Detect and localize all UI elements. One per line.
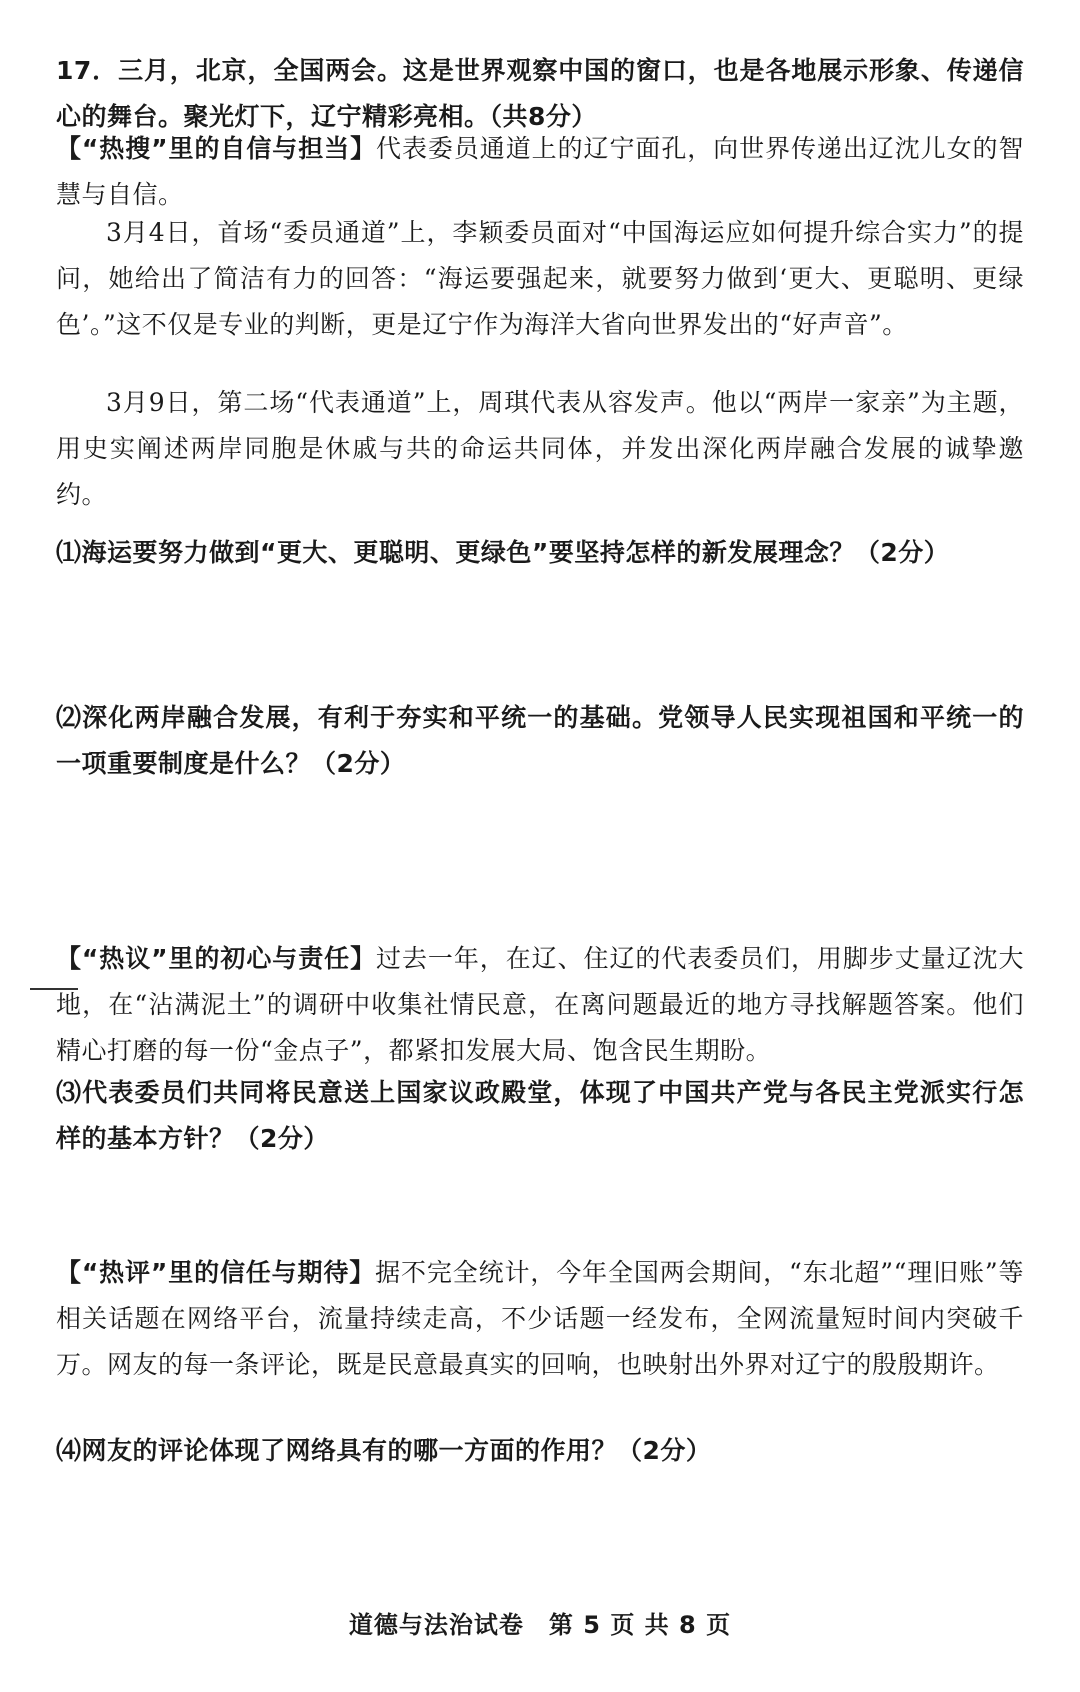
sub-question-2: ⑵深化两岸融合发展，有利于夯实和平统一的基础。党领导人民实现祖国和平统一的一项重要制度是什么？（2分）: [56, 703, 1024, 778]
section-2-heading: 【“热议”里的初心与责任】: [56, 944, 377, 973]
section-2-body: 过去一年，在辽、住辽的代表委员们，用脚步丈量辽沈大地，在“沾满泥土”的调研中收集社情民意，在离问题最近的地方寻找解题答案。他们精心打磨的每一份“金点子”，都紧扣发展大局、饱含民生期盼。: [56, 944, 1024, 1065]
section-3-heading: 【“热评”里的信任与期待】: [56, 1258, 376, 1287]
section-1-lead: 代表委员通道上的辽宁面孔，向世界传递出辽沈儿女的智慧与自信。: [56, 134, 1024, 209]
section-2-block: [56, 936, 1024, 1074]
question-17-intro: 17．三月，北京，全国两会。这是世界观察中国的窗口，也是各地展示形象、传递信心的舞台。聚光灯下，辽宁精彩亮相。（共8分）: [56, 56, 1024, 131]
section-3-block: [56, 1250, 1024, 1388]
section-3-body: 据不完全统计，今年全国两会期间，“东北超”“理旧账”等相关话题在网络平台，流量持续走高，不少话题一经发布，全网流量短时间内突破千万。网友的每一条评论，既是民意最真实的回响，也映射出外界对辽宁的殷殷期许。: [56, 1258, 1024, 1379]
sub-question-3: ⑶代表委员们共同将民意送上国家议政殿堂，体现了中国共产党与各民主党派实行怎样的基本方针？（2分）: [56, 1078, 1024, 1153]
handwritten-underline: [30, 988, 78, 990]
sub-question-4: ⑷网友的评论体现了网络具有的哪一方面的作用？（2分）: [56, 1436, 712, 1465]
page-footer: 道德与法治试卷 第 5 页 共 8 页: [348, 1611, 732, 1639]
section-1-paragraph-2: 3月9日，第二场“代表通道”上，周琪代表从容发声。他以“两岸一家亲”为主题，用史实阐述两岸同胞是休戚与共的命运共同体，并发出深化两岸融合发展的诚挚邀约。: [56, 388, 1024, 509]
section-1-paragraph-1: 3月4日，首场“委员通道”上，李颖委员面对“中国海运应如何提升综合实力”的提问，她给出了简洁有力的回答：“海运要强起来，就要努力做到‘更大、更聪明、更绿色’。”这不仅是专业的判断，更是辽宁作为海洋大省向世界发出的“好声音”。: [56, 218, 1024, 339]
sub-question-1: ⑴海运要努力做到“更大、更聪明、更绿色”要坚持怎样的新发展理念？（2分）: [56, 538, 950, 567]
section-1-heading: 【“热搜”里的自信与担当】: [56, 134, 377, 163]
section-1-block: [56, 126, 1024, 218]
